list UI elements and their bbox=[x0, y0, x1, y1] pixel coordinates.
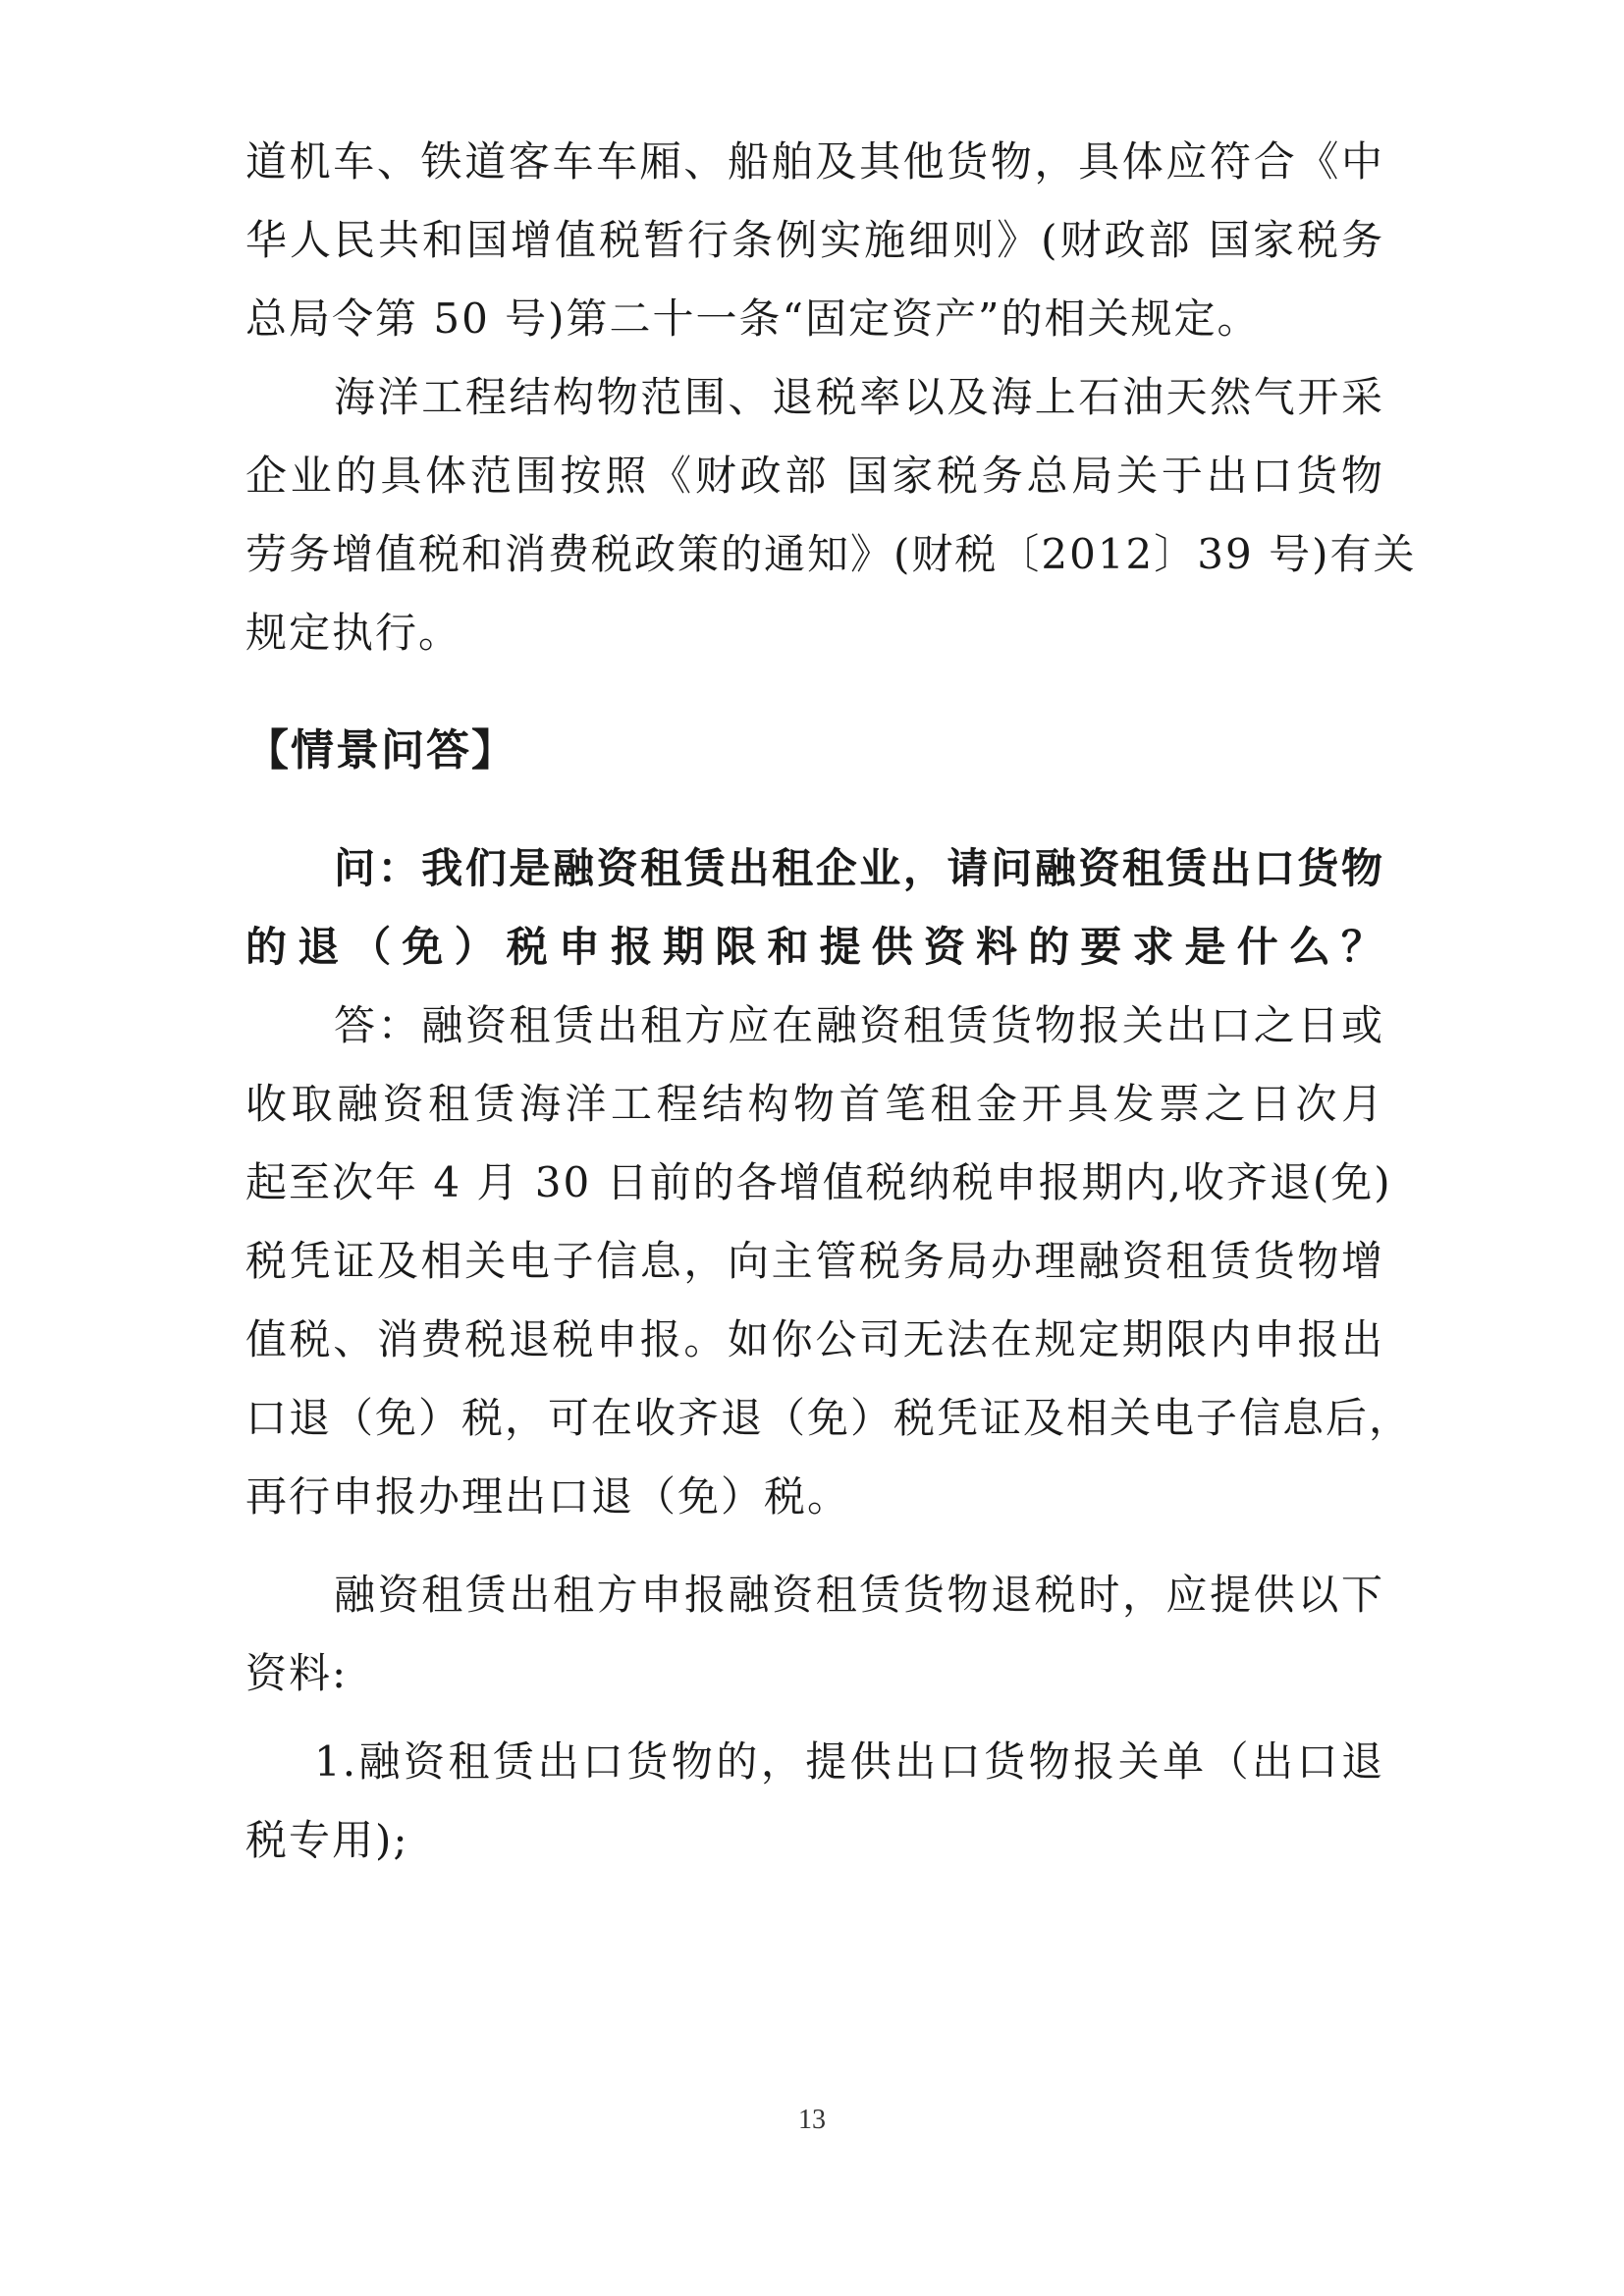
question-line: 问：我们是融资租赁出租企业，请问融资租赁出口货物 bbox=[334, 844, 1384, 892]
answer-line: 口退（免）税，可在收齐退（免）税凭证及相关电子信息后， bbox=[245, 1394, 1413, 1442]
paragraph-line: 总局令第 50 号)第二十一条“固定资产”的相关规定。 bbox=[245, 294, 1261, 343]
answer-line: 值税、消费税退税申报。如你公司无法在规定期限内申报出 bbox=[245, 1315, 1384, 1363]
paragraph-line: 规定执行。 bbox=[245, 609, 462, 657]
answer-line: 融资租赁出租方申报融资租赁货物退税时，应提供以下 bbox=[334, 1571, 1384, 1619]
paragraph-line: 华人民共和国增值税暂行条例实施细则》(财政部 国家税务 bbox=[245, 216, 1384, 264]
paragraph-line: 劳务增值税和消费税政策的通知》(财税〔2012〕39 号)有关 bbox=[245, 530, 1417, 578]
paragraph-line: 企业的具体范围按照《财政部 国家税务总局关于出口货物 bbox=[245, 452, 1384, 500]
answer-line: 答：融资租赁出租方应在融资租赁货物报关出口之日或 bbox=[334, 1001, 1384, 1049]
answer-line: 再行申报办理出口退（免）税。 bbox=[245, 1472, 851, 1521]
list-item-line: 1.融资租赁出口货物的，提供出口货物报关单（出口退 bbox=[314, 1737, 1384, 1786]
answer-line: 起至次年 4 月 30 日前的各增值税纳税申报期内,收齐退(免) bbox=[245, 1158, 1392, 1206]
list-item-line: 税专用); bbox=[245, 1816, 409, 1864]
question-line: 的退（免）税申报期限和提供资料的要求是什么？ bbox=[245, 923, 1384, 971]
paragraph-line: 道机车、铁道客车车厢、船舶及其他货物，具体应符合《中 bbox=[245, 137, 1384, 186]
answer-line: 资料: bbox=[245, 1649, 349, 1697]
page-number: 13 bbox=[798, 2105, 826, 2135]
paragraph-line: 海洋工程结构物范围、退税率以及海上石油天然气开采 bbox=[334, 373, 1384, 421]
answer-line: 收取融资租赁海洋工程结构物首笔租金开具发票之日次月 bbox=[245, 1080, 1384, 1128]
section-heading: 【情景问答】 bbox=[245, 725, 516, 775]
answer-line: 税凭证及相关电子信息，向主管税务局办理融资租赁货物增 bbox=[245, 1237, 1384, 1285]
